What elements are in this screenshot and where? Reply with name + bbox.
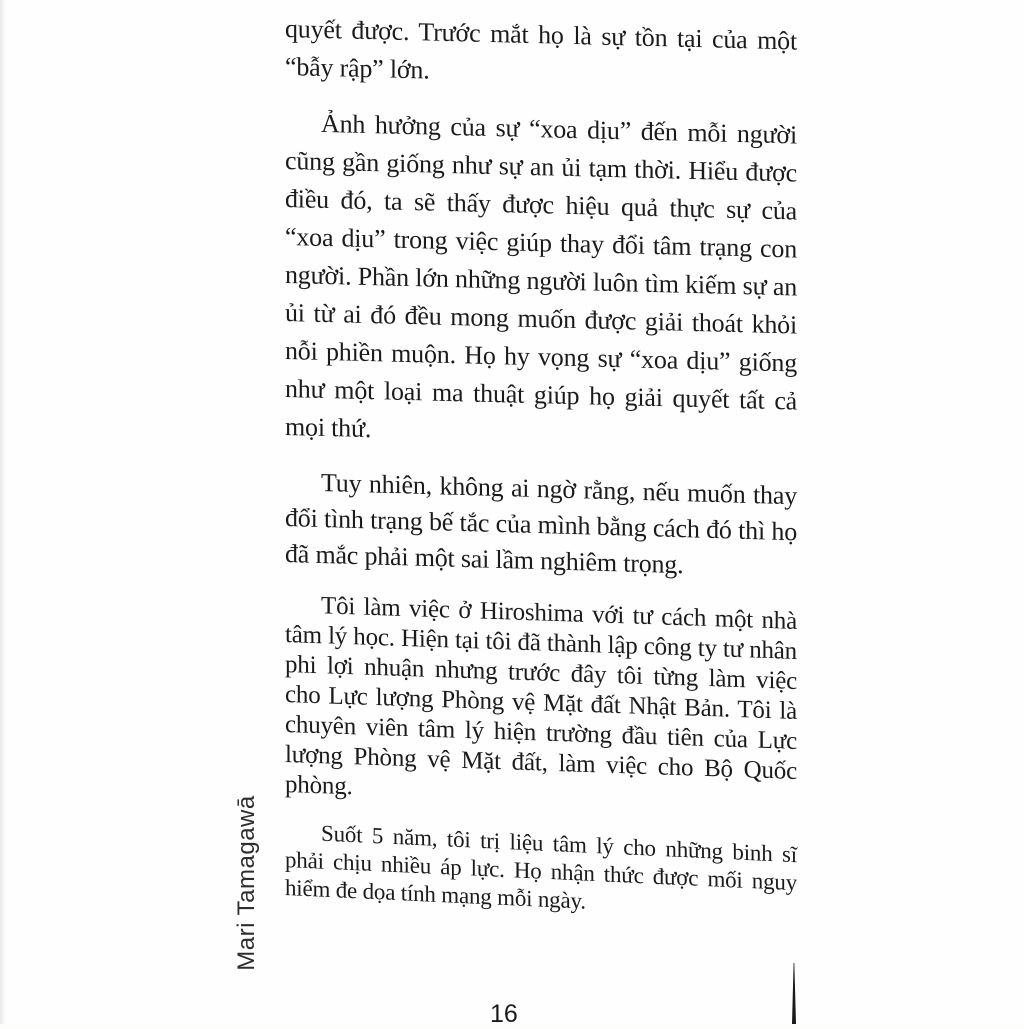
page-left-edge-shadow [0,0,6,1024]
body-paragraph: Suốt 5 năm, tôi trị liệu tâm lý cho những binh sĩ phải chịu nhiều áp lực. Họ nhận thức được mối nguy hiểm đe dọa tính mạng mỗi ngày. [285,818,797,925]
page-edge-line [792,963,796,1024]
body-paragraph: quyết được. Trước mắt họ là sự tồn tại của một “bẫy rập” lớn. [285,10,797,99]
text-column [285,10,797,915]
author-vertical-text: Mari Tamagawā [233,795,261,970]
body-paragraph: Tôi làm việc ở Hiroshima với tư cách một nhà tâm lý học. Hiện tại tôi đã thành lập công ty tư nhân phi lợi nhuận nhưng trước đây tôi từng làm việc cho Lực lượng Phòng vệ Mặt đất Nhật Bản. Tôi là chuyên viên tâm lý hiện trường đầu tiên của Lực lượng Phòng vệ Mặt đất, làm việc cho Bộ Quốc phòng. [285,590,797,817]
body-paragraph: Ảnh hưởng của sự “xoa dịu” đến mỗi người cũng gần giống như sự an ủi tạm thời. Hiểu được điều đó, ta sẽ thấy được hiệu quả thực sự của “xoa dịu” trong việc giúp thay đổi tâm trạng con người. Phần lớn những người luôn tìm kiếm sự an ủi từ ai đó đều mong muốn được giải thoát khỏi nỗi phiền muộn. Họ hy vọng sự “xoa dịu” giống như một loại ma thuật giúp họ giải quyết tất cả mọi thứ. [285,104,797,459]
page-number: 16 [490,1000,518,1029]
body-paragraph: Tuy nhiên, không ai ngờ rằng, nếu muốn thay đổi tình trạng bế tắc của mình bằng cách đó thì họ đã mắc phải một sai lầm nghiêm trọng. [285,464,797,586]
